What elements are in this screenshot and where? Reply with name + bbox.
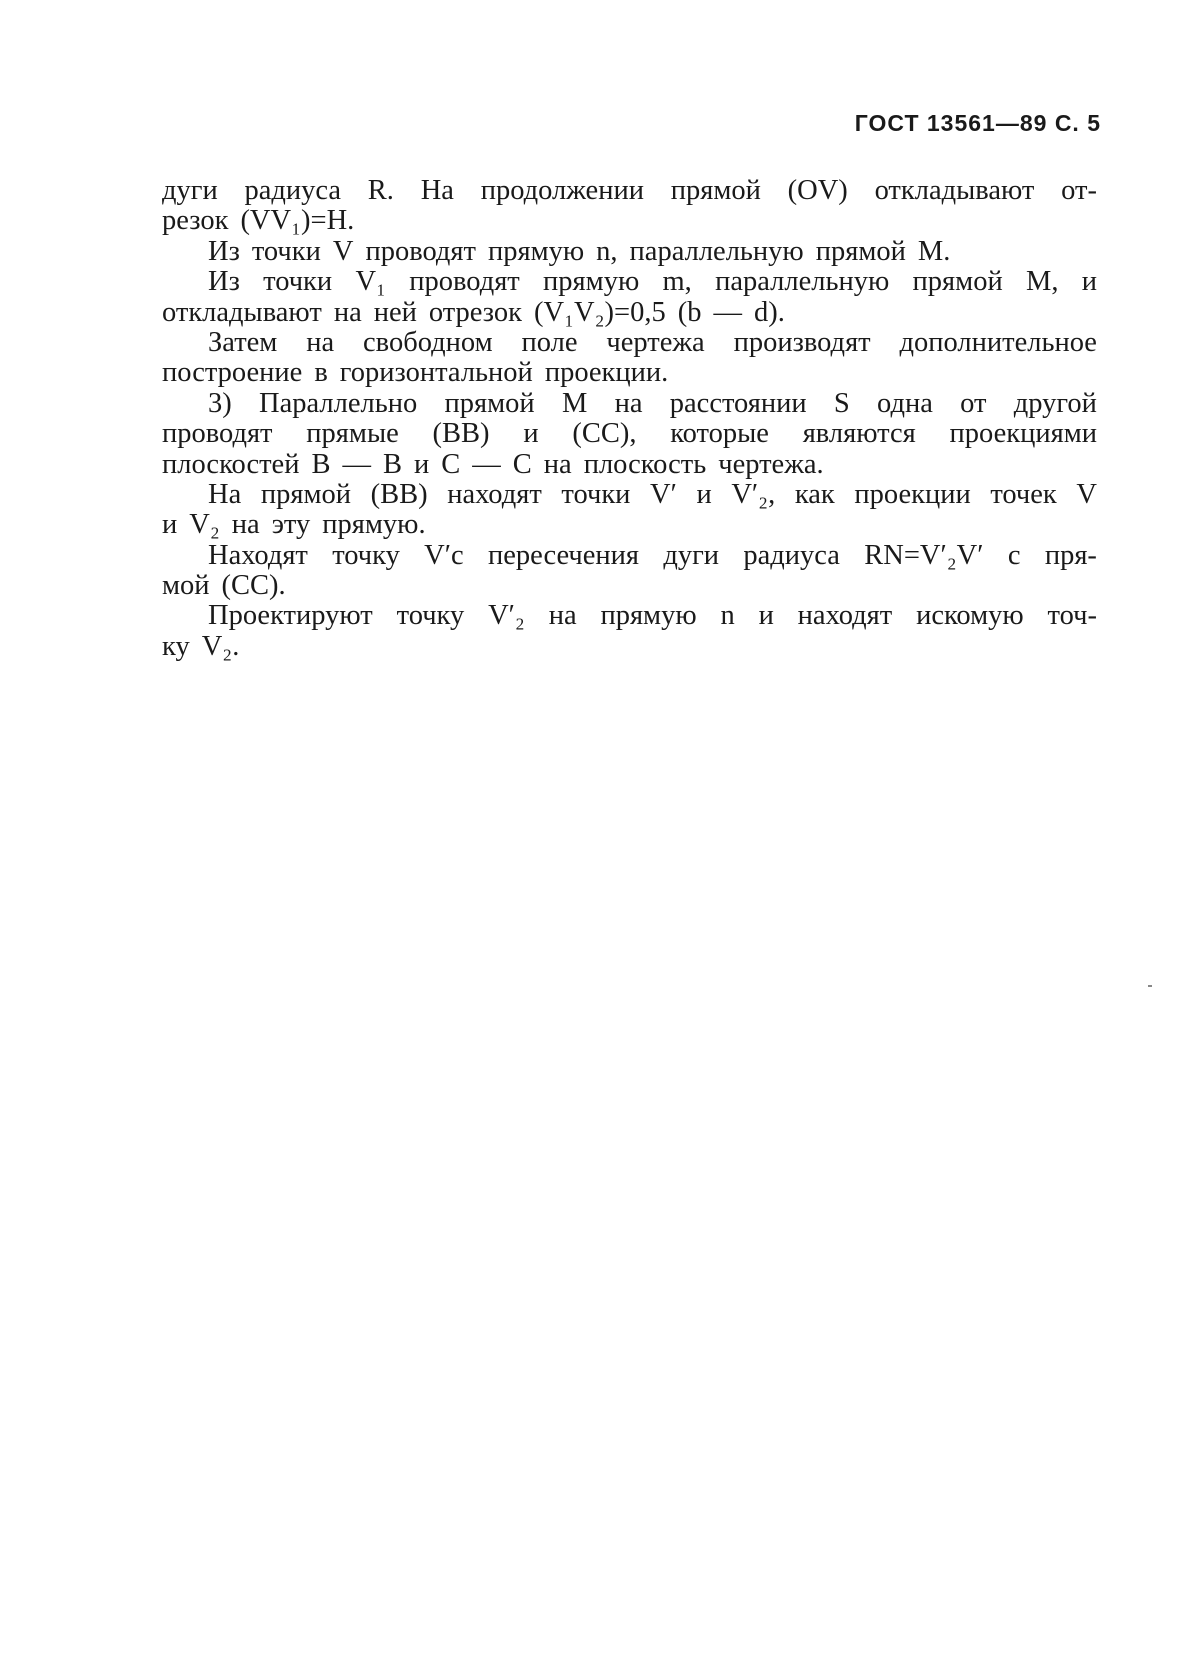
text-line: 3) Параллельно прямой M на расстоянии S одна от другой: [208, 387, 1097, 419]
text-line: дуги радиуса R. На продолжении прямой (OV) откладывают от-: [162, 175, 1097, 206]
scan-speck: [1148, 985, 1152, 987]
text-line: мой (CC).: [162, 570, 286, 602]
body-text: [162, 176, 1097, 662]
text-line: На прямой (BB) находят точки V′ и V′₂, как проекции точек V: [208, 478, 1097, 510]
text-line: плоскостей B — B и C — C на плоскость чертежа.: [162, 448, 824, 480]
text-line: резок (VV₁)=H.: [162, 205, 355, 237]
text-line: Из точки V проводят прямую n, параллельную прямой M.: [208, 235, 951, 267]
text-line: проводят прямые (BB) и (CC), которые являются проекциями: [162, 418, 1097, 450]
text-line: Затем на свободном поле чертежа производят дополнительное: [208, 326, 1097, 358]
text-line: ку V₂.: [162, 630, 240, 662]
text-line: и V₂ на эту прямую.: [162, 509, 426, 541]
page-header: ГОСТ 13561—89 С. 5: [854, 110, 1101, 136]
text-line: Из точки V₁ проводят прямую m, параллельную прямой M, и: [208, 266, 1097, 298]
text-line: Проектируют точку V′₂ на прямую n и находят искомую точ-: [208, 600, 1097, 632]
text-line: Находят точку V′c пересечения дуги радиуса RN=V′₂V′ с пря-: [208, 539, 1097, 571]
text-line: откладывают на ней отрезок (V₁V₂)=0,5 (b — d).: [162, 296, 785, 328]
text-line: построение в горизонтальной проекции.: [162, 357, 669, 389]
